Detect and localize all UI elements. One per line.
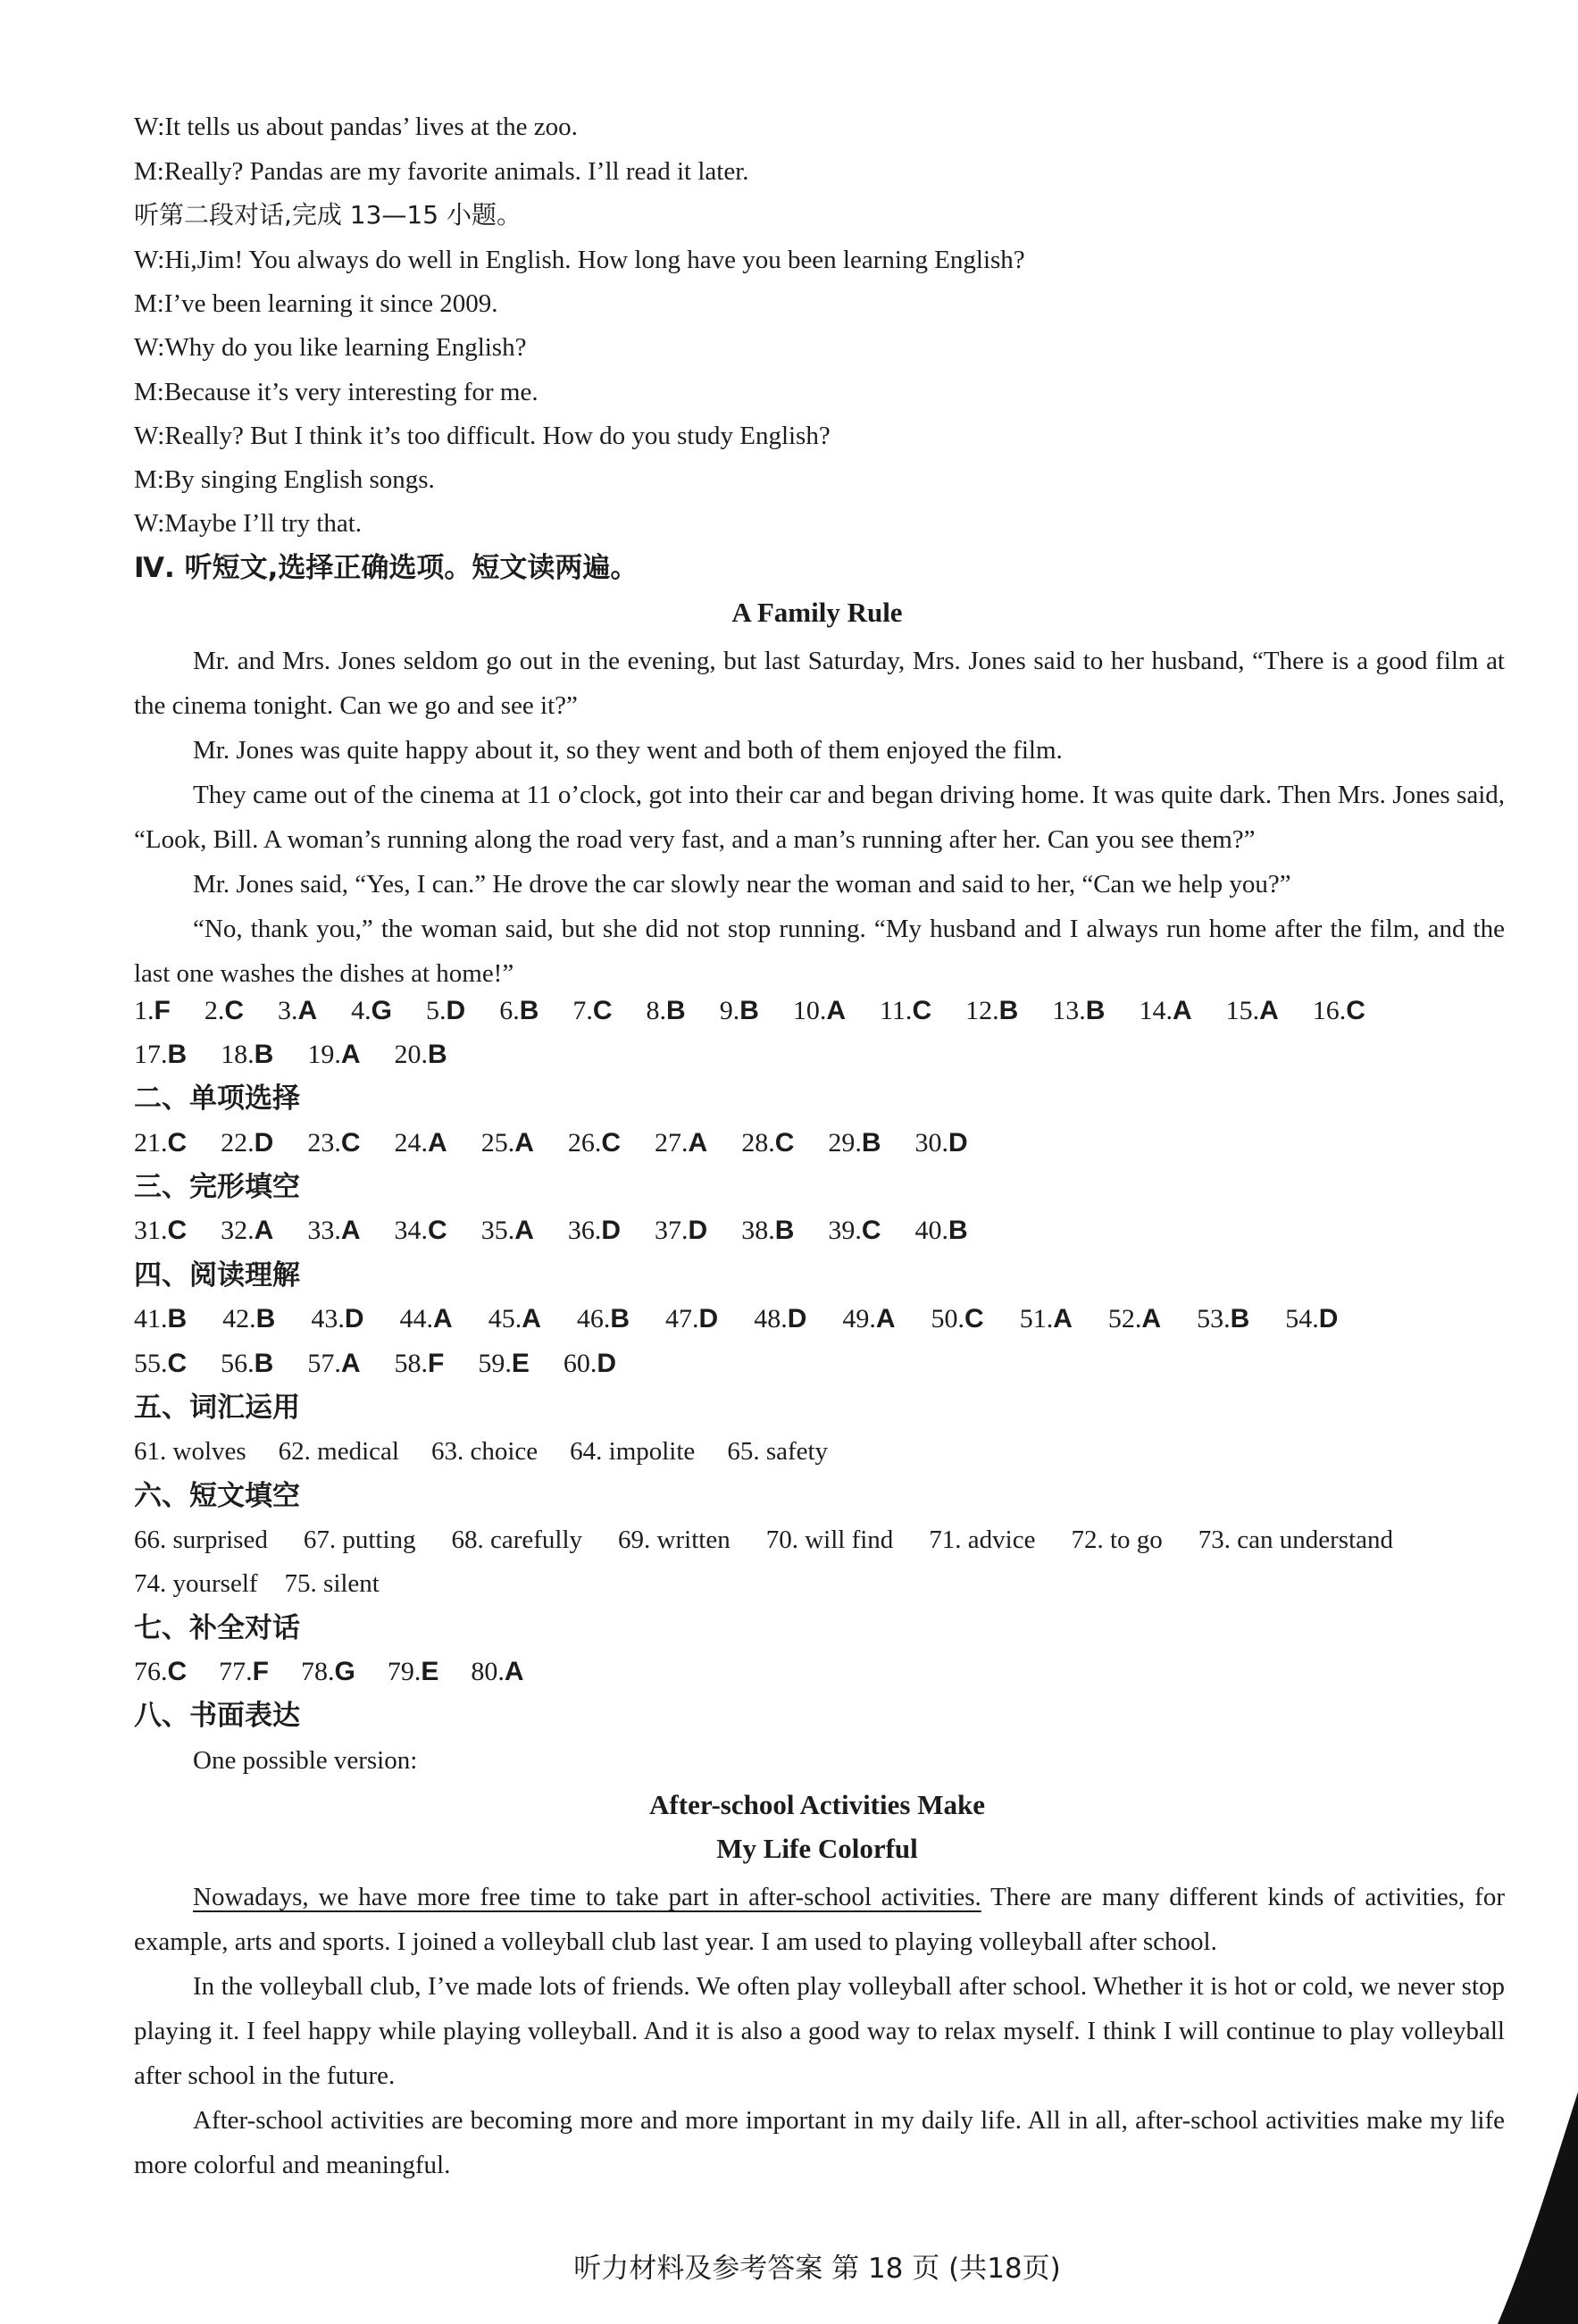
answer-item	[307, 1213, 360, 1249]
answer-item	[471, 1654, 523, 1690]
answer-choice: A	[688, 1128, 708, 1158]
answer-choice: G	[371, 996, 393, 1025]
answer-item	[221, 1125, 273, 1161]
answer-item	[307, 1346, 360, 1382]
answer-choice: B	[255, 1304, 276, 1333]
answer-item	[205, 993, 244, 1029]
question-number: 15.	[1225, 996, 1260, 1025]
answer-choice: A	[433, 1304, 453, 1333]
story-paragraph: They came out of the cinema at 11 o’clock, got into their car and began driving home. It was quite dark. Then Mrs. Jones said, “Look, Bill. A woman’s running along the road very fast, and a man’s running after her. Can you see them?”	[134, 781, 1505, 854]
answer-word: 61. wolves	[134, 1437, 246, 1466]
dialogue-line: M:Really? Pandas are my favorite animals. I’ll read it later.	[134, 157, 749, 186]
answer-item	[754, 1301, 806, 1337]
answer-item	[1020, 1301, 1073, 1337]
answer-item	[842, 1301, 895, 1337]
essay-title-line2: My Life Colorful	[716, 1833, 918, 1864]
answer-item	[665, 1301, 718, 1337]
answer-item	[221, 1213, 273, 1249]
answer-choice: F	[428, 1349, 445, 1378]
answer-row	[134, 1213, 968, 1249]
answer-item	[572, 993, 612, 1029]
question-number: 14.	[1139, 996, 1173, 1025]
question-number: 25.	[480, 1128, 515, 1158]
question-number: 44.	[399, 1304, 434, 1333]
answer-choice: C	[774, 1128, 795, 1158]
answer-item	[219, 1654, 269, 1690]
dialogue-line: W:Why do you like learning English?	[134, 333, 527, 362]
question-number: 20.	[394, 1040, 429, 1069]
answer-item	[1108, 1301, 1161, 1337]
question-number: 1.	[134, 996, 154, 1025]
answer-choice: A	[1172, 996, 1192, 1025]
word-row	[134, 1566, 380, 1601]
answer-choice: C	[167, 1128, 188, 1158]
answer-row	[134, 1125, 968, 1161]
answer-choice: B	[739, 996, 759, 1025]
answer-choice: C	[340, 1128, 361, 1158]
question-number: 46.	[576, 1304, 611, 1333]
question-number: 57.	[307, 1349, 341, 1378]
answer-item	[741, 1213, 794, 1249]
answer-item	[395, 1346, 445, 1382]
question-number: 41.	[134, 1304, 168, 1333]
answer-item	[647, 993, 686, 1029]
answer-item	[488, 1301, 541, 1337]
answer-choice: D	[698, 1304, 719, 1333]
answer-choice: A	[504, 1657, 524, 1686]
answer-choice: A	[340, 1040, 361, 1069]
answer-word: 71. advice	[929, 1526, 1036, 1554]
answer-choice: G	[334, 1657, 355, 1686]
word-row	[134, 1522, 1393, 1558]
section4-reading-heading: 四、阅读理解	[134, 1259, 300, 1292]
story-body	[134, 639, 1505, 996]
answer-item	[221, 1037, 273, 1073]
question-number: 53.	[1197, 1304, 1231, 1333]
answer-choice: D	[787, 1304, 807, 1333]
answer-item	[1313, 993, 1365, 1029]
question-number: 18.	[221, 1040, 255, 1069]
answer-item	[478, 1346, 530, 1382]
answer-item	[426, 993, 465, 1029]
answer-choice: C	[1346, 996, 1365, 1025]
answer-word: 65. safety	[727, 1437, 829, 1466]
dialogue-line: M:I’ve been learning it since 2009.	[134, 289, 498, 318]
story-paragraph: Mr. Jones was quite happy about it, so they went and both of them enjoyed the film.	[193, 736, 1063, 765]
answer-item	[134, 1213, 187, 1249]
answer-word: 69. written	[618, 1526, 731, 1554]
answer-choice: A	[340, 1349, 361, 1378]
answer-word: 62. medical	[278, 1437, 399, 1466]
answer-item	[388, 1654, 439, 1690]
answer-item	[481, 1213, 534, 1249]
section7-heading: 七、补全对话	[134, 1612, 300, 1644]
question-number: 59.	[478, 1349, 512, 1378]
answer-item	[311, 1301, 363, 1337]
answer-item	[395, 1213, 447, 1249]
question-number: 47.	[665, 1304, 699, 1333]
answer-item	[880, 993, 931, 1029]
answer-item	[828, 1213, 881, 1249]
answer-item	[307, 1125, 360, 1161]
answer-choice: B	[610, 1304, 630, 1333]
answer-item	[564, 1346, 616, 1382]
question-number: 24.	[394, 1128, 429, 1158]
question-number: 2.	[204, 996, 225, 1025]
answer-choice: C	[167, 1216, 188, 1245]
answer-item	[931, 1301, 984, 1337]
question-number: 60.	[563, 1349, 597, 1378]
answer-item	[655, 1125, 707, 1161]
question-number: 55.	[134, 1349, 168, 1378]
answer-choice: A	[428, 1128, 447, 1158]
answer-item	[1139, 993, 1191, 1029]
answer-item	[134, 993, 171, 1029]
dialogue-line: M:By singing English songs.	[134, 465, 435, 494]
answer-choice: B	[167, 1304, 188, 1333]
question-number: 7.	[572, 996, 593, 1025]
answer-item	[134, 1301, 187, 1337]
answer-choice: C	[912, 996, 932, 1025]
answer-item	[828, 1125, 881, 1161]
question-number: 9.	[719, 996, 740, 1025]
question-number: 28.	[741, 1128, 775, 1158]
answer-word: 75. silent	[284, 1569, 380, 1598]
question-number: 36.	[567, 1216, 602, 1245]
question-number: 8.	[646, 996, 667, 1025]
answer-choice: B	[861, 1128, 881, 1158]
answer-item	[134, 1346, 187, 1382]
answer-choice: B	[254, 1349, 274, 1378]
answer-choice: A	[522, 1304, 541, 1333]
answer-item	[741, 1125, 794, 1161]
section3-heading: 三、完形填空	[134, 1171, 300, 1203]
answer-choice: C	[592, 996, 613, 1025]
answer-item	[568, 1125, 621, 1161]
story-paragraph: Mr. and Mrs. Jones seldom go out in the evening, but last Saturday, Mrs. Jones said to her husband, “There is a good film at the cinema tonight. Can we go and see it?”	[134, 647, 1505, 720]
dialogue-line: W:Maybe I’ll try that.	[134, 509, 363, 538]
answer-choice: B	[1230, 1304, 1250, 1333]
question-number: 52.	[1107, 1304, 1142, 1333]
answer-choice: C	[224, 996, 244, 1025]
answer-item	[221, 1346, 273, 1382]
word-row	[134, 1434, 828, 1469]
answer-choice: D	[601, 1216, 622, 1245]
section5-heading: 五、词汇运用	[134, 1392, 300, 1424]
section4-heading: Ⅳ. 听短文,选择正确选项。短文读两遍。	[134, 552, 639, 584]
answer-item	[134, 1037, 187, 1073]
answer-item	[351, 993, 392, 1029]
essay-paragraph: In the volleyball club, I’ve made lots of friends. We often play volleyball after school. Whether it is hot or cold, we never stop playing it. I feel happy while playing volleyball. And it is also a good way to relax myself. I think I will continue to play volleyball after school in the future.	[134, 1972, 1505, 2090]
question-number: 27.	[655, 1128, 689, 1158]
answer-choice: B	[666, 996, 686, 1025]
question-number: 80.	[471, 1657, 505, 1686]
answer-choice: B	[774, 1216, 795, 1245]
answer-choice: A	[297, 996, 318, 1025]
answer-item	[307, 1037, 360, 1073]
answer-word: 66. surprised	[134, 1526, 268, 1554]
question-number: 51.	[1019, 1304, 1054, 1333]
essay-paragraph	[134, 1875, 1505, 1964]
question-number: 22.	[221, 1128, 255, 1158]
answer-choice: B	[948, 1216, 968, 1245]
story-paragraph: Mr. Jones said, “Yes, I can.” He drove the car slowly near the woman and said to her, “Can we help you?”	[193, 870, 1291, 899]
answer-choice: C	[167, 1349, 188, 1378]
answer-choice: F	[154, 996, 171, 1025]
answer-word: 64. impolite	[570, 1437, 696, 1466]
answer-choice: B	[167, 1040, 188, 1069]
answer-row	[134, 1346, 616, 1382]
answer-item	[1226, 993, 1279, 1029]
question-number: 29.	[828, 1128, 862, 1158]
underlined-topic-sentence: Nowadays, we have more free time to take part in after-school activities.	[193, 1883, 981, 1911]
answer-item	[278, 993, 317, 1029]
story-paragraph: “No, thank you,” the woman said, but she did not stop running. “My husband and I always run home after the film, and the last one washes the dishes at home!”	[134, 915, 1505, 988]
answer-item	[793, 993, 846, 1029]
answer-word: 68. carefully	[451, 1526, 583, 1554]
answer-choice: E	[511, 1349, 530, 1378]
answer-choice: A	[1141, 1304, 1162, 1333]
essay-title-line1: After-school Activities Make	[649, 1789, 985, 1820]
question-number: 39.	[828, 1216, 862, 1245]
question-number: 35.	[480, 1216, 515, 1245]
answer-choice: A	[514, 1216, 534, 1245]
answer-choice: D	[1318, 1304, 1339, 1333]
dialogue-line: W:Hi,Jim! You always do well in English. How long have you been learning English?	[134, 246, 1025, 274]
answer-word: 67. putting	[303, 1526, 416, 1554]
answer-choice: C	[861, 1216, 881, 1245]
question-number: 77.	[219, 1657, 253, 1686]
question-number: 76.	[134, 1657, 168, 1686]
question-number: 34.	[394, 1216, 429, 1245]
question-number: 10.	[792, 996, 827, 1025]
answer-word: 74. yourself	[134, 1569, 258, 1598]
answer-item	[301, 1654, 355, 1690]
story-title: A Family Rule	[731, 597, 903, 628]
answer-item	[1197, 1301, 1249, 1337]
answer-choice: A	[254, 1216, 274, 1245]
answer-choice: B	[519, 996, 539, 1025]
answer-row	[134, 1654, 524, 1690]
answer-choice: B	[998, 996, 1019, 1025]
question-number: 30.	[914, 1128, 949, 1158]
question-number: 43.	[311, 1304, 345, 1333]
question-number: 31.	[134, 1216, 168, 1245]
dialogue-line: W:It tells us about pandas’ lives at the zoo.	[134, 113, 578, 141]
answer-row	[134, 1037, 447, 1073]
page-edge-shadow	[1462, 2092, 1578, 2324]
question-number: 32.	[221, 1216, 255, 1245]
question-number: 54.	[1285, 1304, 1319, 1333]
question-number: 37.	[655, 1216, 689, 1245]
answer-choice: B	[254, 1040, 274, 1069]
section6-heading: 六、短文填空	[134, 1480, 300, 1512]
answer-choice: F	[252, 1657, 269, 1686]
answer-item	[222, 1301, 275, 1337]
answer-choice: B	[1085, 996, 1106, 1025]
answer-item	[655, 1213, 707, 1249]
answer-item	[395, 1125, 447, 1161]
essay-body	[134, 1875, 1505, 2187]
answer-item	[1285, 1301, 1338, 1337]
answer-item	[577, 1301, 630, 1337]
question-number: 42.	[222, 1304, 256, 1333]
answer-item	[499, 993, 539, 1029]
answer-choice: A	[1259, 996, 1279, 1025]
question-number: 58.	[394, 1349, 429, 1378]
answer-word: 72. to go	[1071, 1526, 1163, 1554]
answer-item	[134, 1654, 187, 1690]
answer-choice: E	[421, 1657, 439, 1686]
question-number: 79.	[387, 1657, 422, 1686]
dialogue-line: W:Really? But I think it’s too difficult. How do you study English?	[134, 422, 831, 450]
answer-choice: C	[428, 1216, 447, 1245]
answer-word: 70. will find	[765, 1526, 894, 1554]
essay-paragraph: After-school activities are becoming more and more important in my daily life. All in all, after-school activities make my life more colorful and meaningful.	[134, 2106, 1505, 2179]
answer-choice: A	[875, 1304, 896, 1333]
question-number: 45.	[488, 1304, 522, 1333]
question-number: 4.	[351, 996, 372, 1025]
answer-item	[568, 1213, 621, 1249]
dialogue2-intro: 听第二段对话,完成 13—15 小题。	[134, 200, 522, 230]
question-number: 49.	[842, 1304, 876, 1333]
answer-choice: A	[826, 996, 847, 1025]
answer-row	[134, 1301, 1338, 1337]
answer-choice: D	[597, 1349, 617, 1378]
question-number: 23.	[307, 1128, 341, 1158]
question-number: 26.	[567, 1128, 602, 1158]
answer-choice: A	[514, 1128, 534, 1158]
question-number: 16.	[1312, 996, 1347, 1025]
answer-item	[720, 993, 759, 1029]
dialogue-line: M:Because it’s very interesting for me.	[134, 378, 539, 406]
question-number: 40.	[914, 1216, 949, 1245]
answer-item	[915, 1213, 968, 1249]
answer-word: 63. choice	[430, 1437, 539, 1466]
answer-item	[915, 1125, 968, 1161]
answer-choice: D	[344, 1304, 364, 1333]
question-number: 48.	[754, 1304, 788, 1333]
answer-choice: B	[428, 1040, 447, 1069]
question-number: 56.	[221, 1349, 255, 1378]
essay-text: There are many different kinds of activities, for example, arts and sports. I joined a volleyball club last year. I am used to playing volleyball after school.	[134, 1883, 1505, 1956]
question-number: 13.	[1052, 996, 1086, 1025]
question-number: 21.	[134, 1128, 168, 1158]
section8-heading: 八、书面表达	[134, 1700, 300, 1732]
answer-choice: C	[601, 1128, 622, 1158]
answer-item	[395, 1037, 447, 1073]
question-number: 6.	[499, 996, 520, 1025]
answer-choice: C	[167, 1657, 188, 1686]
section2-heading: 二、单项选择	[134, 1083, 300, 1115]
question-number: 19.	[307, 1040, 341, 1069]
answer-choice: C	[964, 1304, 984, 1333]
answer-item	[965, 993, 1018, 1029]
answer-item	[400, 1301, 453, 1337]
question-number: 5.	[426, 996, 447, 1025]
question-number: 3.	[278, 996, 298, 1025]
answer-item	[481, 1125, 534, 1161]
question-number: 50.	[931, 1304, 965, 1333]
answer-row	[134, 993, 1365, 1029]
answer-word: 73. can understand	[1198, 1526, 1394, 1554]
question-number: 33.	[307, 1216, 341, 1245]
question-number: 17.	[134, 1040, 168, 1069]
answer-choice: D	[446, 996, 466, 1025]
essay-intro: One possible version:	[193, 1746, 418, 1775]
question-number: 38.	[741, 1216, 775, 1245]
answer-choice: A	[1053, 1304, 1073, 1333]
question-number: 11.	[880, 996, 913, 1025]
answer-item	[134, 1125, 187, 1161]
answer-choice: D	[948, 1128, 968, 1158]
answer-choice: A	[340, 1216, 361, 1245]
page-footer: 听力材料及参考答案 第 18 页 (共18页)	[573, 2253, 1061, 2285]
answer-item	[1052, 993, 1105, 1029]
answer-choice: D	[688, 1216, 708, 1245]
answer-choice: D	[254, 1128, 274, 1158]
question-number: 78.	[301, 1657, 335, 1686]
question-number: 12.	[965, 996, 999, 1025]
